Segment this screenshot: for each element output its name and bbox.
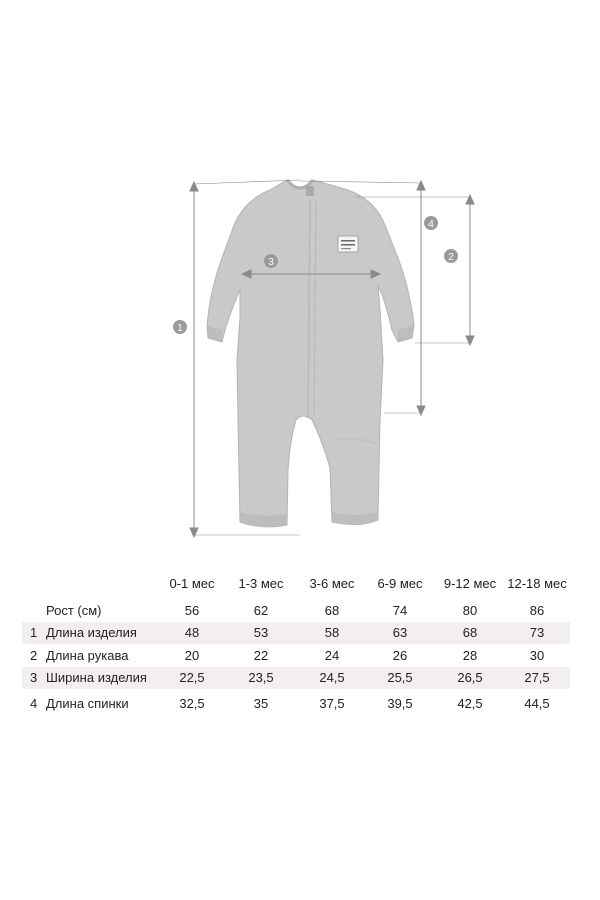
table-cell: 28 — [462, 648, 478, 663]
column-header: 0-1 мес — [169, 576, 215, 591]
table-cell: 22,5 — [179, 670, 205, 685]
table-row — [22, 667, 570, 689]
table-cell: 62 — [253, 603, 269, 618]
column-header: 3-6 мес — [309, 576, 355, 591]
row-number: 2 — [30, 648, 38, 663]
table-cell: 24 — [324, 648, 340, 663]
table-cell: 63 — [392, 625, 408, 640]
table-cell: 39,5 — [387, 696, 413, 711]
column-header: 1-3 мес — [238, 576, 284, 591]
marker-3-label: 3 — [268, 257, 274, 268]
table-cell: 26,5 — [457, 670, 483, 685]
row-number: 3 — [30, 670, 38, 685]
table-cell: 23,5 — [248, 670, 274, 685]
row-label: Рост (см) — [46, 603, 102, 618]
table-cell: 68 — [462, 625, 478, 640]
marker-4-label: 4 — [428, 219, 434, 230]
table-cell: 48 — [184, 625, 200, 640]
table-cell: 73 — [529, 625, 545, 640]
row-label: Длина изделия — [46, 625, 137, 640]
row-number: 1 — [30, 625, 38, 640]
table-cell: 35 — [253, 696, 269, 711]
row-label: Ширина изделия — [46, 670, 147, 685]
row-label: Длина рукава — [46, 648, 129, 663]
table-cell: 27,5 — [524, 670, 550, 685]
table-cell: 44,5 — [524, 696, 550, 711]
table-row — [22, 622, 570, 644]
table-cell: 68 — [324, 603, 340, 618]
table-cell: 22 — [253, 648, 269, 663]
marker-1-label: 1 — [177, 323, 183, 334]
table-cell: 30 — [529, 648, 545, 663]
table-cell: 53 — [253, 625, 269, 640]
column-header: 6-9 мес — [377, 576, 423, 591]
table-row — [22, 645, 570, 667]
table-cell: 86 — [529, 603, 545, 618]
column-header: 12-18 мес — [507, 576, 567, 591]
table-row — [22, 693, 570, 715]
table-cell: 42,5 — [457, 696, 483, 711]
romper-illustration — [207, 180, 414, 527]
table-row — [22, 600, 570, 622]
table-cell: 25,5 — [387, 670, 413, 685]
table-cell: 24,5 — [319, 670, 345, 685]
table-cell: 20 — [184, 648, 200, 663]
table-cell: 56 — [184, 603, 200, 618]
table-cell: 80 — [462, 603, 478, 618]
row-label: Длина спинки — [46, 696, 129, 711]
table-cell: 37,5 — [319, 696, 345, 711]
table-cell: 32,5 — [179, 696, 205, 711]
marker-2-label: 2 — [448, 252, 454, 263]
table-cell: 26 — [392, 648, 408, 663]
row-number: 4 — [30, 696, 38, 711]
column-header: 9-12 мес — [443, 576, 497, 591]
table-cell: 58 — [324, 625, 340, 640]
table-cell: 74 — [392, 603, 408, 618]
